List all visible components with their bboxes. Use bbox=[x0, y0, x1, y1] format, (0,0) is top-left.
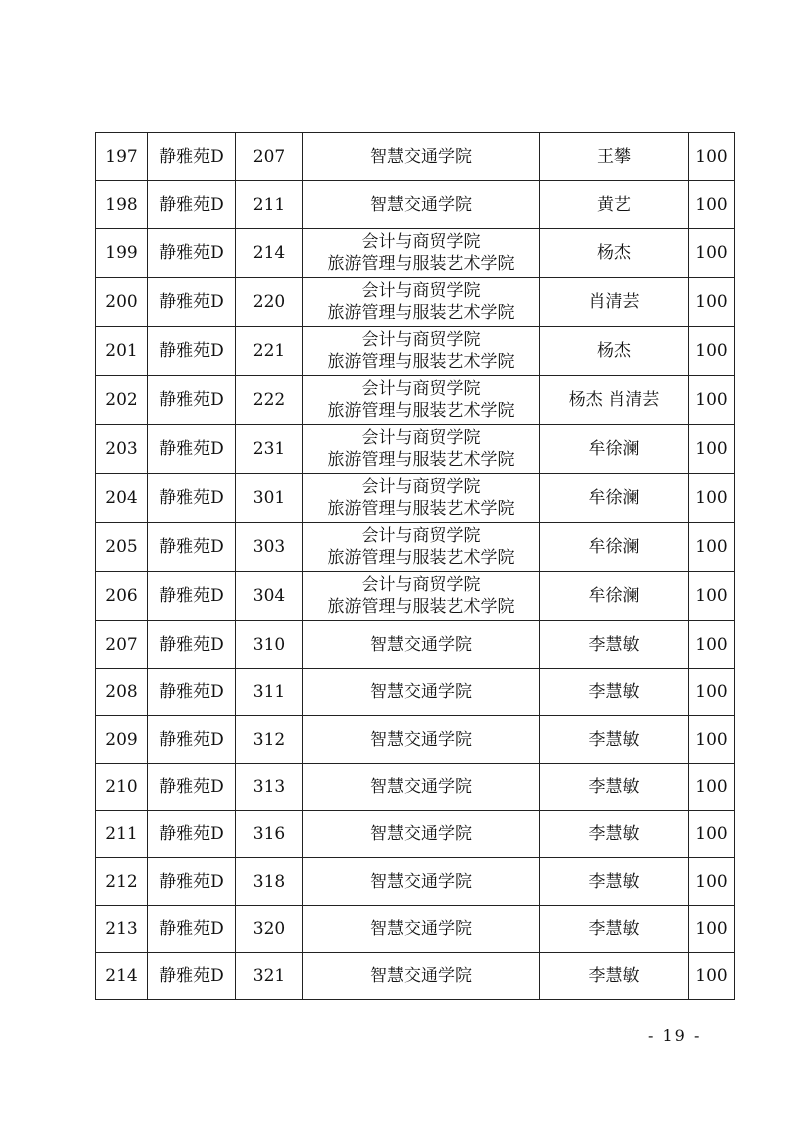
college-name: 旅游管理与服装艺术学院 bbox=[327, 450, 515, 470]
inspector-name-cell: 李慧敏 bbox=[540, 621, 689, 669]
college-name: 智慧交通学院 bbox=[370, 966, 472, 986]
table-body bbox=[96, 133, 735, 1000]
college-name: 旅游管理与服装艺术学院 bbox=[327, 548, 515, 568]
score-cell: 100 bbox=[689, 474, 735, 523]
table-row bbox=[96, 669, 735, 716]
room-cell: 304 bbox=[236, 572, 303, 621]
score-cell: 100 bbox=[689, 669, 735, 716]
college-name: 会计与商贸学院 bbox=[361, 428, 481, 448]
room-cell: 312 bbox=[236, 716, 303, 764]
building-cell: 静雅苑D bbox=[148, 764, 236, 811]
row-number-cell: 197 bbox=[96, 133, 148, 181]
inspector-name-cell: 李慧敏 bbox=[540, 906, 689, 953]
score-cell: 100 bbox=[689, 425, 735, 474]
score-cell: 100 bbox=[689, 716, 735, 764]
row-number-cell: 210 bbox=[96, 764, 148, 811]
table-row bbox=[96, 764, 735, 811]
building-cell: 静雅苑D bbox=[148, 858, 236, 906]
table-row bbox=[96, 229, 735, 278]
inspector-name-cell: 杨杰 bbox=[540, 327, 689, 376]
score-cell: 100 bbox=[689, 327, 735, 376]
inspector-name-cell: 牟徐澜 bbox=[540, 425, 689, 474]
dormitory-score-table bbox=[95, 132, 735, 1000]
room-cell: 303 bbox=[236, 523, 303, 572]
building-cell: 静雅苑D bbox=[148, 278, 236, 327]
inspector-name-cell: 肖清芸 bbox=[540, 278, 689, 327]
building-cell: 静雅苑D bbox=[148, 133, 236, 181]
table-row bbox=[96, 376, 735, 425]
college-name: 会计与商贸学院 bbox=[361, 526, 481, 546]
college-name: 会计与商贸学院 bbox=[361, 281, 481, 301]
building-cell: 静雅苑D bbox=[148, 906, 236, 953]
building-cell: 静雅苑D bbox=[148, 716, 236, 764]
score-cell: 100 bbox=[689, 572, 735, 621]
room-cell: 310 bbox=[236, 621, 303, 669]
building-cell: 静雅苑D bbox=[148, 572, 236, 621]
college-cell bbox=[303, 953, 540, 1000]
table-row bbox=[96, 716, 735, 764]
table-row bbox=[96, 133, 735, 181]
score-cell: 100 bbox=[689, 278, 735, 327]
table-row bbox=[96, 327, 735, 376]
college-cell bbox=[303, 523, 540, 572]
building-cell: 静雅苑D bbox=[148, 376, 236, 425]
college-name: 智慧交通学院 bbox=[370, 777, 472, 797]
room-cell: 313 bbox=[236, 764, 303, 811]
inspector-name-cell: 杨杰 bbox=[540, 229, 689, 278]
college-name: 智慧交通学院 bbox=[370, 146, 472, 167]
building-cell: 静雅苑D bbox=[148, 229, 236, 278]
room-cell: 211 bbox=[236, 181, 303, 229]
building-cell: 静雅苑D bbox=[148, 621, 236, 669]
table-row bbox=[96, 811, 735, 858]
building-cell: 静雅苑D bbox=[148, 425, 236, 474]
building-cell: 静雅苑D bbox=[148, 523, 236, 572]
row-number-cell: 200 bbox=[96, 278, 148, 327]
college-name: 旅游管理与服装艺术学院 bbox=[327, 303, 515, 323]
table-row bbox=[96, 278, 735, 327]
college-name: 会计与商贸学院 bbox=[361, 575, 481, 595]
building-cell: 静雅苑D bbox=[148, 327, 236, 376]
score-cell: 100 bbox=[689, 181, 735, 229]
college-name: 会计与商贸学院 bbox=[361, 379, 481, 399]
room-cell: 221 bbox=[236, 327, 303, 376]
room-cell: 220 bbox=[236, 278, 303, 327]
inspector-name-cell: 王攀 bbox=[540, 133, 689, 181]
score-cell: 100 bbox=[689, 906, 735, 953]
inspector-name-cell: 李慧敏 bbox=[540, 953, 689, 1000]
college-name: 旅游管理与服装艺术学院 bbox=[327, 401, 515, 421]
college-name: 智慧交通学院 bbox=[370, 682, 472, 702]
room-cell: 231 bbox=[236, 425, 303, 474]
college-name: 智慧交通学院 bbox=[370, 194, 472, 215]
building-cell: 静雅苑D bbox=[148, 953, 236, 1000]
inspector-name-cell: 李慧敏 bbox=[540, 858, 689, 906]
college-name: 智慧交通学院 bbox=[370, 871, 472, 892]
inspector-name-cell: 杨杰 肖清芸 bbox=[540, 376, 689, 425]
college-cell bbox=[303, 669, 540, 716]
college-cell bbox=[303, 621, 540, 669]
college-cell bbox=[303, 181, 540, 229]
table-row bbox=[96, 858, 735, 906]
score-cell: 100 bbox=[689, 133, 735, 181]
college-name: 旅游管理与服装艺术学院 bbox=[327, 597, 515, 617]
row-number-cell: 204 bbox=[96, 474, 148, 523]
college-name: 会计与商贸学院 bbox=[361, 477, 481, 497]
row-number-cell: 206 bbox=[96, 572, 148, 621]
score-cell: 100 bbox=[689, 621, 735, 669]
college-name: 旅游管理与服装艺术学院 bbox=[327, 254, 515, 274]
row-number-cell: 209 bbox=[96, 716, 148, 764]
inspector-name-cell: 牟徐澜 bbox=[540, 572, 689, 621]
college-cell bbox=[303, 133, 540, 181]
room-cell: 301 bbox=[236, 474, 303, 523]
college-name: 会计与商贸学院 bbox=[361, 232, 481, 252]
row-number-cell: 205 bbox=[96, 523, 148, 572]
college-cell bbox=[303, 376, 540, 425]
building-cell: 静雅苑D bbox=[148, 181, 236, 229]
table-row bbox=[96, 523, 735, 572]
room-cell: 214 bbox=[236, 229, 303, 278]
row-number-cell: 208 bbox=[96, 669, 148, 716]
row-number-cell: 212 bbox=[96, 858, 148, 906]
row-number-cell: 202 bbox=[96, 376, 148, 425]
table-row bbox=[96, 572, 735, 621]
room-cell: 318 bbox=[236, 858, 303, 906]
table-row bbox=[96, 906, 735, 953]
score-cell: 100 bbox=[689, 811, 735, 858]
college-cell bbox=[303, 278, 540, 327]
room-cell: 316 bbox=[236, 811, 303, 858]
college-cell bbox=[303, 327, 540, 376]
inspector-name-cell: 李慧敏 bbox=[540, 716, 689, 764]
room-cell: 321 bbox=[236, 953, 303, 1000]
inspector-name-cell: 牟徐澜 bbox=[540, 474, 689, 523]
room-cell: 311 bbox=[236, 669, 303, 716]
college-cell bbox=[303, 229, 540, 278]
college-name: 旅游管理与服装艺术学院 bbox=[327, 352, 515, 372]
inspector-name-cell: 牟徐澜 bbox=[540, 523, 689, 572]
inspector-name-cell: 黄艺 bbox=[540, 181, 689, 229]
college-cell bbox=[303, 858, 540, 906]
row-number-cell: 211 bbox=[96, 811, 148, 858]
room-cell: 320 bbox=[236, 906, 303, 953]
college-cell bbox=[303, 811, 540, 858]
row-number-cell: 201 bbox=[96, 327, 148, 376]
building-cell: 静雅苑D bbox=[148, 811, 236, 858]
table-row bbox=[96, 621, 735, 669]
row-number-cell: 203 bbox=[96, 425, 148, 474]
inspector-name-cell: 李慧敏 bbox=[540, 669, 689, 716]
row-number-cell: 198 bbox=[96, 181, 148, 229]
college-cell bbox=[303, 572, 540, 621]
building-cell: 静雅苑D bbox=[148, 474, 236, 523]
college-name: 智慧交通学院 bbox=[370, 919, 472, 939]
score-cell: 100 bbox=[689, 376, 735, 425]
score-cell: 100 bbox=[689, 953, 735, 1000]
score-cell: 100 bbox=[689, 858, 735, 906]
score-cell: 100 bbox=[689, 229, 735, 278]
row-number-cell: 214 bbox=[96, 953, 148, 1000]
row-number-cell: 199 bbox=[96, 229, 148, 278]
table-row bbox=[96, 474, 735, 523]
college-cell bbox=[303, 764, 540, 811]
score-cell: 100 bbox=[689, 764, 735, 811]
college-cell bbox=[303, 474, 540, 523]
college-cell bbox=[303, 906, 540, 953]
row-number-cell: 207 bbox=[96, 621, 148, 669]
building-cell: 静雅苑D bbox=[148, 669, 236, 716]
page-number: - 19 - bbox=[648, 1026, 702, 1045]
table-row bbox=[96, 425, 735, 474]
college-cell bbox=[303, 716, 540, 764]
room-cell: 207 bbox=[236, 133, 303, 181]
table-row bbox=[96, 953, 735, 1000]
inspector-name-cell: 李慧敏 bbox=[540, 764, 689, 811]
college-name: 智慧交通学院 bbox=[370, 634, 472, 655]
table-row bbox=[96, 181, 735, 229]
college-name: 会计与商贸学院 bbox=[361, 330, 481, 350]
college-name: 智慧交通学院 bbox=[370, 824, 472, 844]
inspector-name-cell: 李慧敏 bbox=[540, 811, 689, 858]
college-cell bbox=[303, 425, 540, 474]
score-cell: 100 bbox=[689, 523, 735, 572]
room-cell: 222 bbox=[236, 376, 303, 425]
college-name: 智慧交通学院 bbox=[370, 729, 472, 750]
college-name: 旅游管理与服装艺术学院 bbox=[327, 499, 515, 519]
row-number-cell: 213 bbox=[96, 906, 148, 953]
